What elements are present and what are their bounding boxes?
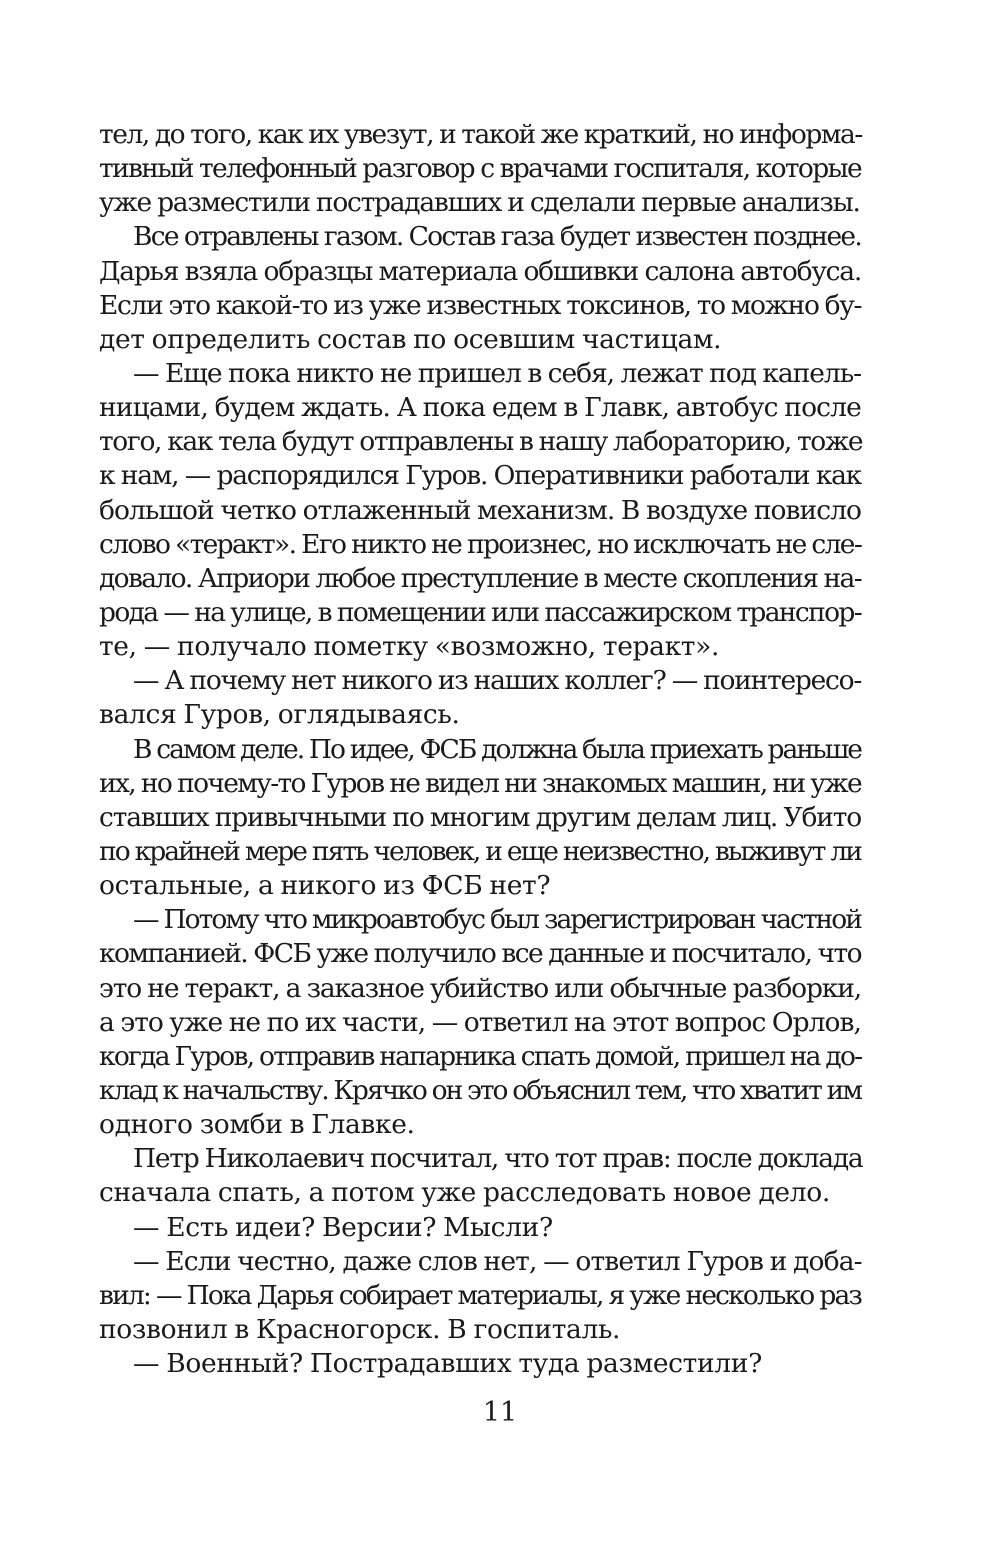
text-line: одного зомби в Главке. <box>99 1109 415 1141</box>
text-line: того, как тела будут отправлены в нашу лабораторию, тоже <box>99 426 863 458</box>
text-line: к нам, — распорядился Гуров. Оперативники работали как <box>99 460 861 492</box>
text-line: клад к начальству. Крячко он это объяснил тем, что хватит им <box>99 1074 861 1106</box>
text-line: позвонил в Красногорск. В госпиталь. <box>99 1313 621 1345</box>
text-line: Все отравлены газом. Состав газа будет известен позднее. <box>133 221 861 253</box>
text-line: В самом деле. По идее, ФСБ должна была приехать раньше <box>133 733 861 765</box>
text-line: тивный телефонный разговор с врачами госпиталя, которые <box>99 153 861 185</box>
text-line: по крайней мере пять человек, и еще неизвестно, выживут ли <box>99 835 861 867</box>
text-line: ницами, будем ждать. А пока едем в Главк, автобус после <box>99 392 861 424</box>
text-line: — А почему нет никого из наших коллег? — поинтересо- <box>133 665 862 697</box>
text-line: это не теракт, а заказное убийство или обычные разборки, <box>99 972 861 1004</box>
text-line: когда Гуров, отправив напарника спать домой, пришел на до- <box>99 1040 862 1072</box>
text-line: их, но почему-то Гуров не видел ни знакомых машин, ни уже <box>99 767 861 799</box>
text-line: Если это какой-то из уже известных токсинов, то можно бу- <box>99 289 862 321</box>
text-line: те, — получало пометку «возможно, теракт». <box>99 631 720 663</box>
text-line: уже разместили пострадавших и сделали первые анализы. <box>99 187 860 219</box>
text-line: — Еще пока никто не пришел в себя, лежат под капель- <box>133 357 861 389</box>
page-number: 11 <box>482 1397 518 1428</box>
text-line: вил: — Пока Дарья собирает материалы, я уже несколько раз <box>99 1279 861 1311</box>
text-line: большой четко отлаженный механизм. В воздухе повисло <box>99 494 861 526</box>
text-line: Дарья взяла образцы материала обшивки салона автобуса. <box>99 255 861 287</box>
text-line: остальные, а никого из ФСБ нет? <box>99 870 551 902</box>
text-line: довало. Априори любое преступление в месте скопления на- <box>99 562 861 594</box>
page-text-block <box>99 118 861 1381</box>
text-line: — Если честно, даже слов нет, — ответил Гуров и доба- <box>133 1245 862 1277</box>
text-line: Петр Николаевич посчитал, что тот прав: после доклада <box>133 1143 863 1175</box>
text-line: компанией. ФСБ уже получило все данные и посчитало, что <box>99 938 861 970</box>
text-line: — Военный? Пострадавших туда разместили? <box>133 1348 762 1380</box>
text-line: вался Гуров, оглядываясь. <box>99 699 460 731</box>
text-line: тел, до того, как их увезут, и такой же краткий, но информа- <box>99 119 862 150</box>
text-line: ставших привычными по многим другим делам лиц. Убито <box>99 801 862 833</box>
text-line: — Есть идеи? Версии? Мысли? <box>133 1211 553 1243</box>
text-line: слово «теракт». Его никто не произнес, но исключать не сле- <box>99 528 862 560</box>
text-line: а это уже не по их части, — ответил на этот вопрос Орлов, <box>99 1006 861 1038</box>
text-line: — Потому что микроавтобус был зарегистрирован частной <box>133 904 861 936</box>
text-line: рода — на улице, в помещении или пассажирском транспор- <box>99 596 861 628</box>
text-line: дет определить состав по осевшим частицам. <box>99 323 722 355</box>
text-line: сначала спать, а потом уже расследовать новое дело. <box>99 1177 830 1209</box>
